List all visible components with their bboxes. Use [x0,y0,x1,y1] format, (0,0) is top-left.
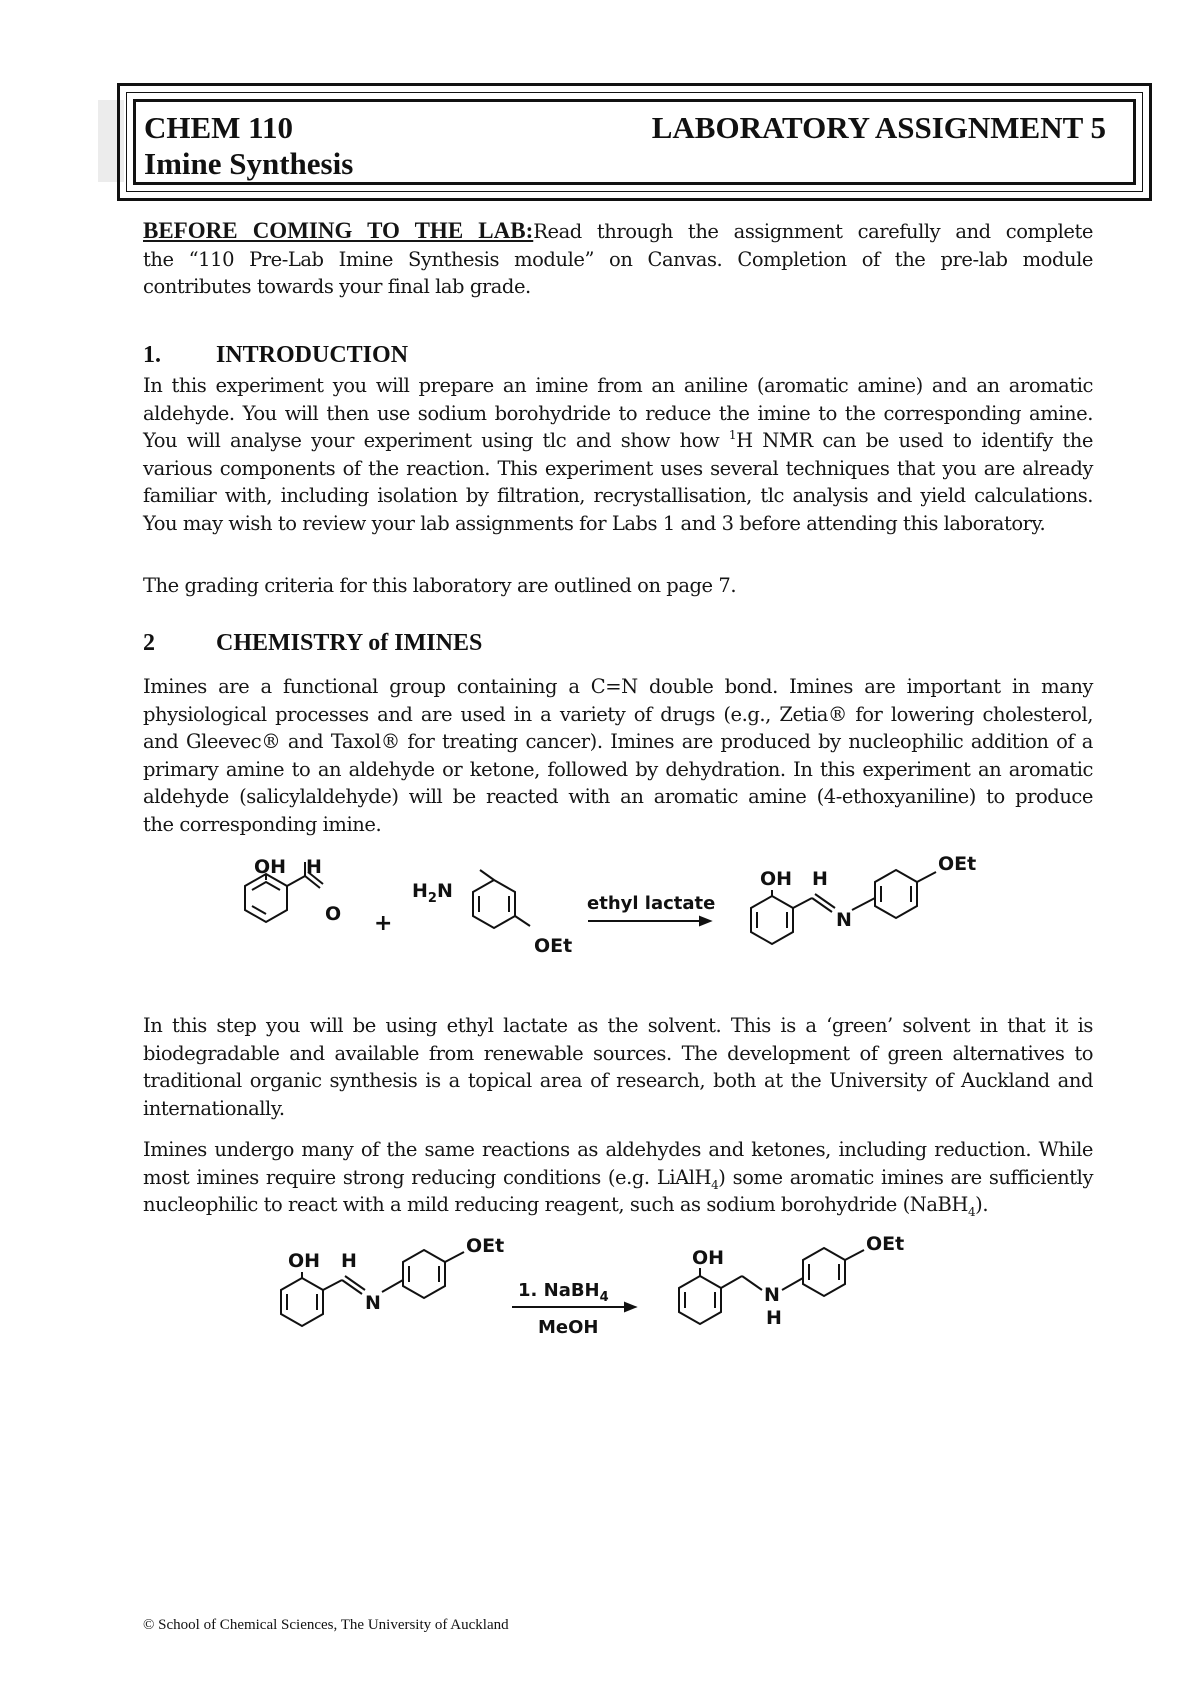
intro-line-3b: H NMR can be used to identify the [736,429,1093,452]
intro-line-4: various components of the reaction. This experiment uses several techniques that you are already [143,456,1093,480]
reactant-h-label: H [341,1250,357,1272]
imines-p1-line: the corresponding imine. [143,812,382,836]
nmr-superscript: 1 [728,428,737,442]
section-1-number: 1. [143,342,161,368]
reactant-n-label: N [365,1292,381,1314]
reaction-arrow-2 [512,1303,635,1311]
intro-line-3a: You will analyse your experiment using tlc and show how [143,429,729,452]
imines-p2-line: internationally. [143,1096,285,1120]
intro-line-6: You may wish to review your lab assignments for Labs 1 and 3 before attending this laboratory. [143,511,1046,535]
lab-title: Imine Synthesis [144,146,354,181]
assignment-title: LABORATORY ASSIGNMENT 5 [651,110,1106,145]
lialh4-subscript: 4 [711,1177,719,1192]
o-label: O [325,903,342,925]
intro-line-1: In this experiment you will prepare an imine from an aniline (aromatic amine) and an aromatic [143,374,1093,397]
reagent-meoh: MeOH [538,1317,599,1338]
imines-p3-line-3a: nucleophilic to react with a mild reducing reagent, such as sodium borohydride (NaBH [143,1193,968,1216]
imines-p1-line: aldehyde (salicylaldehyde) will be reacted with an aromatic amine (4-ethoxyaniline) to produce [143,785,1093,808]
product-oh-label-2: OH [692,1247,725,1269]
grading-note: The grading criteria for this laboratory are outlined on page 7. [143,574,737,597]
intro-line-2: aldehyde. You will then use sodium borohydride to reduce the imine to the corresponding amine. [143,401,1093,425]
imines-p1-line: Imines are a functional group containing a C=N double bond. Imines are important in many [143,675,1093,698]
imines-p1-line: and Gleevec® and Taxol® for treating cancer). Imines are produced by nucleophilic addition of a [143,730,1093,753]
product-n-label: N [836,909,852,931]
section-2-title: CHEMISTRY of IMINES [216,630,483,656]
nabh4-subscript: 4 [967,1204,976,1219]
prelab-line-3: contributes towards your final lab grade. [143,275,531,298]
reagent-ethyl-lactate: ethyl lactate [587,893,716,914]
section-2-number: 2 [143,630,155,656]
imines-p2-line: traditional organic synthesis is a topical area of research, both at the University of Auckland and [143,1069,1093,1092]
oet-label: OEt [534,935,573,957]
h2n-label: $H_2N$ [412,880,453,906]
h-label: H [306,856,322,878]
prelab-line-2: the “110 Pre-Lab Imine Synthesis module” on Canvas. Completion of the pre-lab module [143,247,1093,271]
course-code: CHEM 110 [144,110,293,145]
product-oet-label-2: OEt [866,1233,905,1255]
imines-p3-line-3b: ). [975,1193,989,1216]
plus-sign: + [374,911,393,936]
reactant-oh-label: OH [288,1250,321,1272]
product-h-label: H [812,868,828,890]
imines-p3-line-2b: ) some aromatic imines are sufficiently [718,1165,1094,1189]
product-oh-label: OH [760,868,793,890]
reactant-oet-label: OEt [466,1235,505,1257]
product-n-label-2: N [764,1284,780,1306]
reagent-nabh4: 1. NaBH$_4$ [518,1280,609,1305]
imines-p3-line-1: Imines undergo many of the same reactions as aldehydes and ketones, including reduction. While [143,1138,1093,1161]
prelab-lead: BEFORE COMING TO THE LAB: [143,218,534,243]
imines-p1-line: primary amine to an aldehyde or ketone, followed by dehydration. In this experiment an aromatic [143,757,1093,781]
intro-line-5: familiar with, including isolation by filtration, recrystallisation, tlc analysis and yield calculations. [143,484,1093,507]
prelab-line-1-text: Read through the assignment carefully and complete [533,220,1093,243]
product-nh-h-label: H [766,1307,782,1329]
oh-label: OH [254,856,287,878]
imines-p3-line-2a: most imines require strong reducing conditions (e.g. LiAlH [143,1165,712,1189]
imines-p2-line: In this step you will be using ethyl lactate as the solvent. This is a ‘green’ solvent in that it is [143,1014,1093,1037]
copyright-footer: © School of Chemical Sciences, The University of Auckland [143,1617,509,1633]
product-oet-label: OEt [938,853,977,875]
section-1-title: INTRODUCTION [216,342,409,368]
imines-p2-line: biodegradable and available from renewable sources. The development of green alternatives to [143,1041,1093,1065]
imines-p1-line: physiological processes and are used in a variety of drugs (e.g., Zetia® for lowering cholesterol, [143,702,1093,726]
